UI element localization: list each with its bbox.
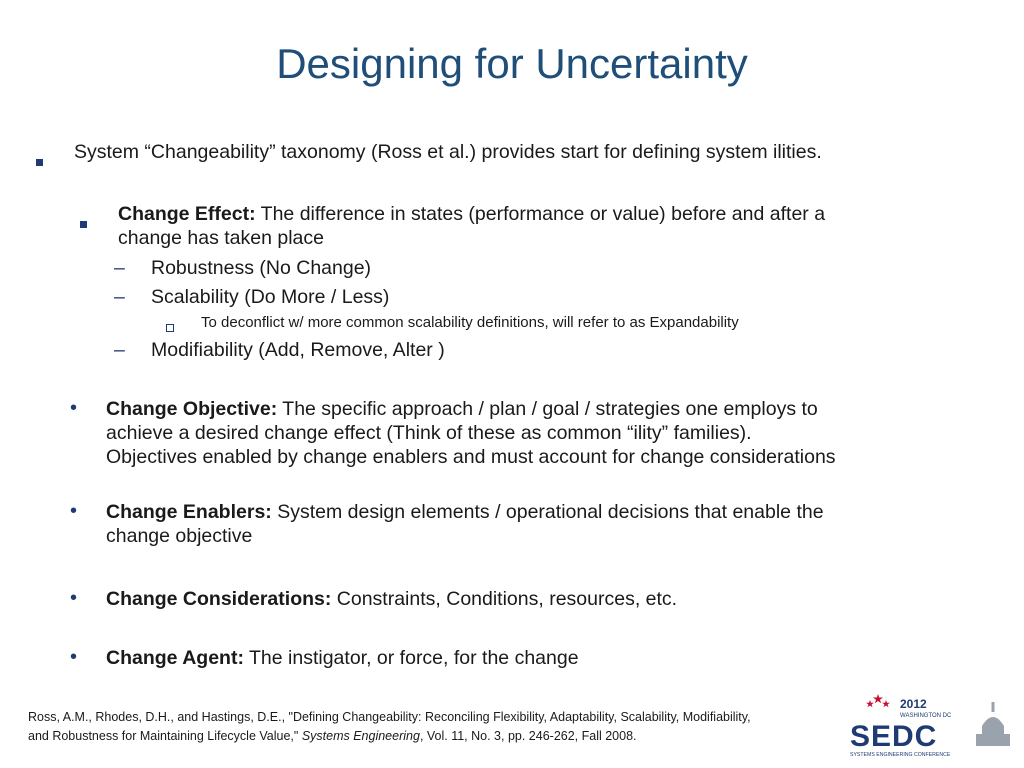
- logo-conference: SYSTEMS ENGINEERING CONFERENCE: [850, 752, 951, 758]
- square-bullet-icon: [80, 221, 87, 228]
- capitol-icon: [976, 702, 1010, 746]
- citation-line2-end: , Vol. 11, No. 3, pp. 246-262, Fall 2008.: [419, 729, 637, 743]
- citation-line1: Ross, A.M., Rhodes, D.H., and Hastings, D.E., "Defining Changeability: Reconciling Flexibility, Adaptability, Scalability, Modifiability,: [28, 710, 751, 724]
- change-objective-line3: Objectives enabled by change enablers and must account for change considerations: [106, 446, 836, 468]
- logo-acronym: SEDC: [850, 720, 938, 753]
- dot-bullet-icon: •: [70, 587, 78, 609]
- subitem-label: Robustness (No Change): [151, 257, 372, 279]
- citation-footer: [28, 708, 858, 746]
- change-effect-label: Change Effect:: [118, 203, 256, 225]
- change-enablers-line2: change objective: [106, 525, 253, 547]
- change-enablers-label: Change Enablers:: [106, 501, 272, 523]
- change-objective-line1: The specific approach / plan / goal / strategies one employs to: [277, 398, 818, 420]
- dash-bullet-icon: –: [114, 286, 125, 308]
- change-effect-line2: change has taken place: [118, 227, 324, 249]
- dash-bullet-icon: –: [114, 257, 125, 279]
- change-objective-label: Change Objective:: [106, 398, 278, 420]
- sedc-logo-graphic: [848, 690, 1018, 760]
- change-enablers-line1: System design elements / operational decisions that enable the: [271, 501, 824, 523]
- logo-year: 2012: [900, 697, 927, 711]
- citation-line2-start: and Robustness for Maintaining Lifecycle Value,": [28, 729, 302, 743]
- sedc-logo: [848, 690, 1018, 760]
- dot-bullet-icon: •: [70, 500, 78, 522]
- citation-line2: [28, 727, 858, 746]
- change-agent-line1: The instigator, or force, for the change: [243, 647, 579, 669]
- change-considerations-label: Change Considerations:: [106, 588, 332, 610]
- slide-title: Designing for Uncertainty: [276, 40, 748, 87]
- dot-bullet-icon: •: [70, 397, 78, 419]
- note-text: To deconflict w/ more common scalability definitions, will refer to as Expandability: [201, 314, 739, 331]
- logo-city: WASHINGTON DC: [900, 713, 952, 719]
- change-agent-label: Change Agent:: [106, 647, 244, 669]
- change-objective-line2: achieve a desired change effect (Think of these as common “ility” families).: [106, 422, 752, 444]
- citation-journal: Systems Engineering: [301, 729, 420, 743]
- change-effect-line1: The difference in states (performance or value) before and after a: [255, 203, 826, 225]
- subitem-label: Scalability (Do More / Less): [151, 286, 390, 308]
- subitem-label: Modifiability (Add, Remove, Alter ): [151, 339, 445, 361]
- change-considerations-line1: Constraints, Conditions, resources, etc.: [331, 588, 678, 610]
- dot-bullet-icon: •: [70, 646, 78, 668]
- dash-bullet-icon: –: [114, 339, 125, 361]
- changeability-text: System “Changeability” taxonomy (Ross et al.) provides start for defining system ilities.: [74, 141, 822, 163]
- stars-icon: [866, 694, 890, 707]
- square-bullet-icon: [36, 159, 43, 166]
- hollow-square-bullet-icon: [166, 324, 174, 332]
